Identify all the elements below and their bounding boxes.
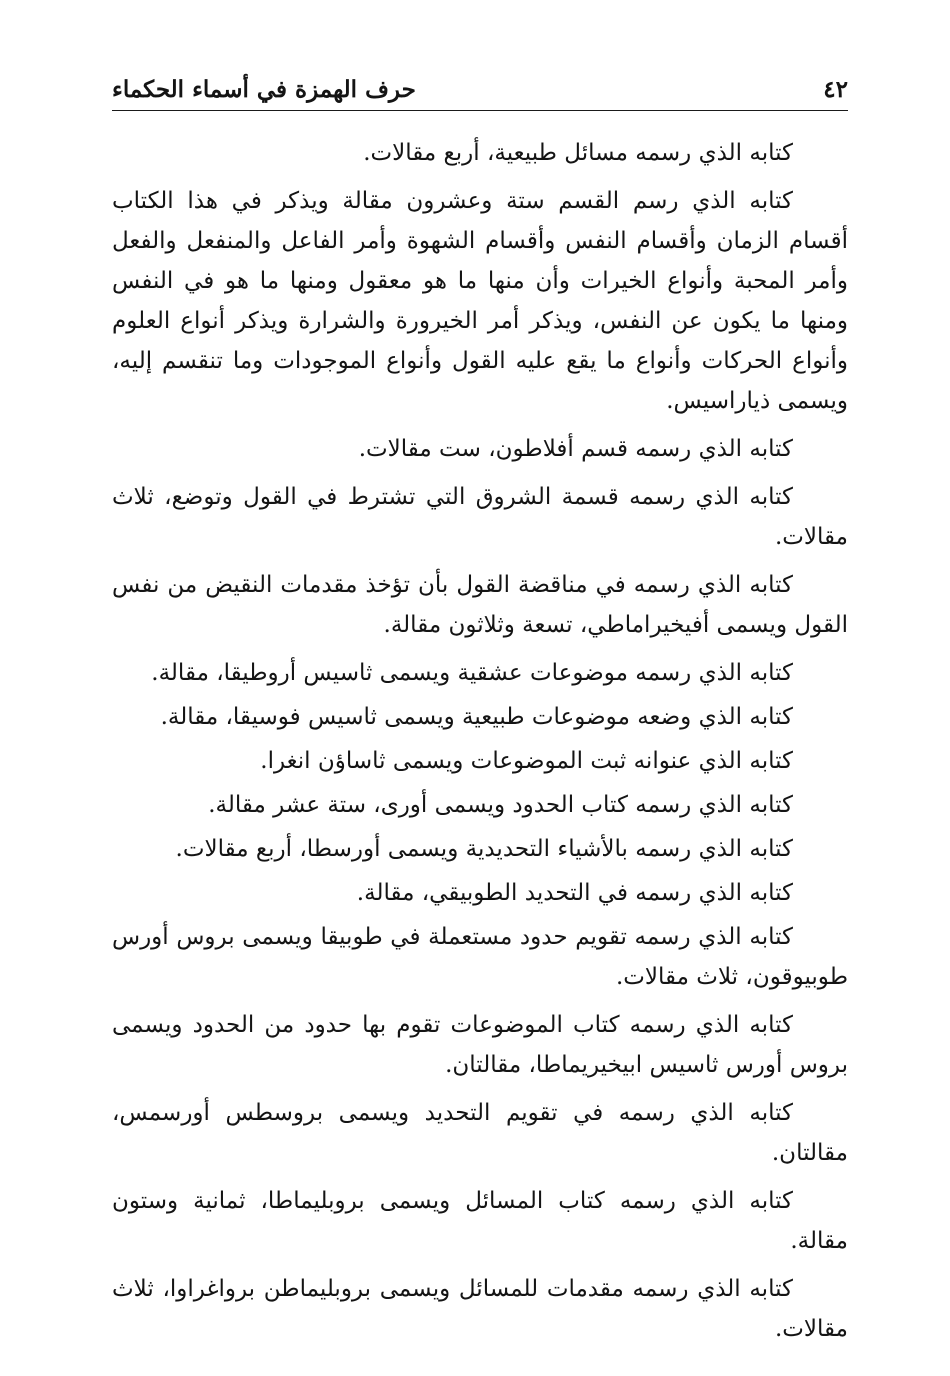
page-number: ٤٢ <box>823 75 848 103</box>
paragraph: كتابه الذي رسمه كتاب الحدود ويسمى أورى، ستة عشر مقالة. <box>208 792 793 818</box>
body-text <box>112 133 848 1357</box>
paragraph: كتابه الذي رسمه قسم أفلاطون، ست مقالات. <box>358 436 793 462</box>
paragraph: كتابه الذي رسمه مسائل طبيعية، أربع مقالات. <box>363 140 793 166</box>
page-header <box>112 70 848 108</box>
header-rule <box>112 110 848 111</box>
paragraph: كتابه الذي رسمه تقويم حدود مستعملة في طوبيقا ويسمى بروس أورس طوبيوقون، ثلاث مقالات. <box>112 924 848 990</box>
running-title: حرف الهمزة في أسماء الحكماء <box>112 75 416 103</box>
paragraph: كتابه الذي رسم القسم ستة وعشرون مقالة ويذكر في هذا الكتاب أقسام الزمان وأقسام النفس وأقسام الشهوة وأمر الفاعل والمنفعل والفعل وأمر المحبة وأنواع الخيرات وأن منها ما هو معقول ومنها ما هو في النفس ومنها ما يكون عن النفس، ويذكر أمر الخيرورة والشرارة ويذكر أنواع العلوم وأنواع الحركات وأنواع ما يقع عليه القول وأنواع الموجودات وما تنقسم إليه، ويسمى ذياراسيس. <box>112 188 849 414</box>
paragraph: كتابه الذي رسمه قسمة الشروق التي تشترط في القول وتوضع، ثلاث مقالات. <box>112 484 848 550</box>
paragraph: كتابه الذي عنوانه ثبت الموضوعات ويسمى ثاساؤن انغرا. <box>260 748 793 774</box>
paragraph: كتابه الذي رسمه في التحديد الطوبيقي، مقالة. <box>356 880 793 906</box>
paragraph: كتابه الذي رسمه مقدمات للمسائل ويسمى بروبليماطن برواغراوا، ثلاث مقالات. <box>112 1276 848 1342</box>
paragraph: كتابه الذي رسمه في مناقضة القول بأن تؤخذ مقدمات النقيض من نفس القول ويسمى أفيخيراماطي، تسعة وثلاثون مقالة. <box>112 572 848 638</box>
paragraph: كتابه الذي رسمه كتاب الموضوعات تقوم بها حدود من الحدود ويسمى بروس أورس ثاسيس ابيخيريماطا، مقالتان. <box>112 1012 848 1078</box>
paragraph: كتابه الذي رسمه موضوعات عشقية ويسمى ثاسيس أروطيقا، مقالة. <box>151 660 793 686</box>
paragraph: كتابه الذي رسمه بالأشياء التحديدية ويسمى أورسطا، أربع مقالات. <box>175 836 793 862</box>
paragraph: كتابه الذي رسمه في تقويم التحديد ويسمى بروسطس أورسمس، مقالتان. <box>112 1100 848 1166</box>
paragraph: كتابه الذي وضعه موضوعات طبيعية ويسمى ثاسيس فوسيقا، مقالة. <box>160 704 793 730</box>
paragraph: كتابه الذي رسمه كتاب المسائل ويسمى بروبليماطا، ثمانية وستون مقالة. <box>112 1188 848 1254</box>
